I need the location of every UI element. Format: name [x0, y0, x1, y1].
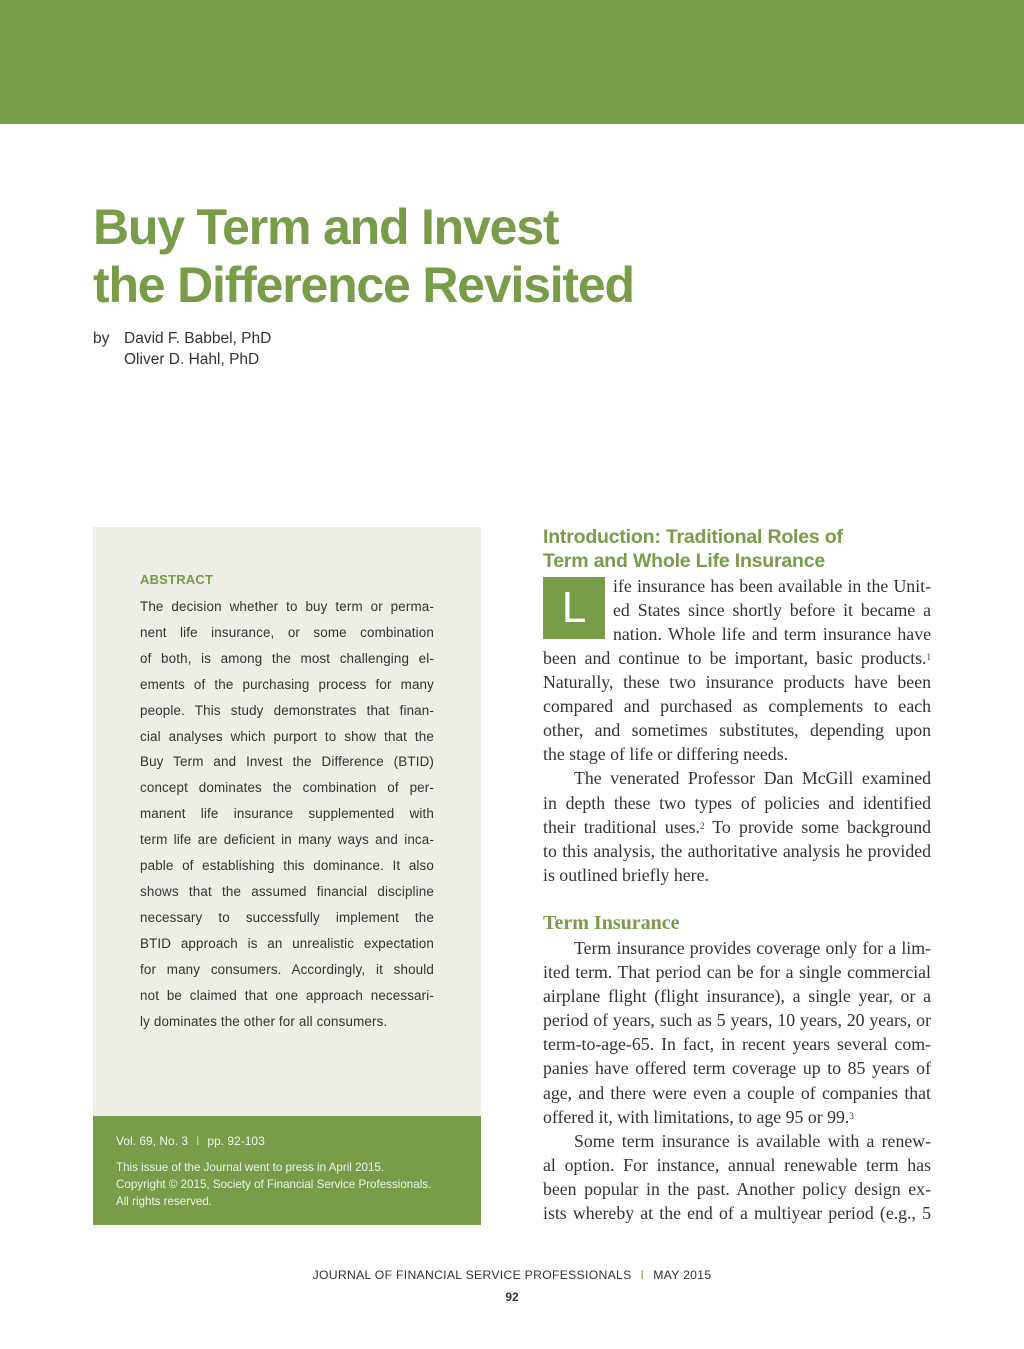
volume-separator: I [196, 1134, 200, 1148]
text-line: age, and there were even a couple of companies that [543, 1082, 931, 1103]
copyright-line: Copyright © 2015, Society of Financial Service Professionals. [116, 1178, 432, 1191]
text-line: nation. Whole life and term insurance have [613, 624, 931, 645]
abstract-line: people. This study demonstrates that finan- [140, 702, 434, 718]
title-line: Buy Term and Invest [93, 199, 559, 255]
right-column [543, 525, 931, 1224]
volume-number: Vol. 69, No. 3 [116, 1134, 189, 1148]
abstract-line: not be claimed that one approach necessari- [140, 987, 434, 1003]
text-line: ed States since shortly before it became a [613, 600, 931, 621]
title-line: the Difference Revisited [93, 257, 634, 313]
page-footer [0, 1268, 1024, 1282]
by-label: by [93, 330, 110, 347]
text-line: panies have offered term coverage up to 85 years of [543, 1058, 931, 1079]
text-line: offered it, with limitations, to age 95 or 99.$^3$ [543, 1106, 854, 1127]
abstract-line: nent life insurance, or some combination [140, 624, 434, 640]
heading-line: Term and Whole Life Insurance [543, 550, 826, 572]
term-insurance-heading: Term Insurance [543, 912, 680, 934]
issue-date: MAY 2015 [653, 1268, 712, 1282]
abstract-line: term life are deficient in many ways and inca- [140, 832, 434, 848]
page-number: 92 [505, 1290, 519, 1304]
author-list [124, 328, 271, 370]
abstract-line: manent life insurance supplemented with [140, 806, 434, 822]
text-line: been and continue to be important, basic products.$^1$ [543, 648, 931, 668]
text-line: airplane flight (flight insurance), a single year, or a [543, 986, 931, 1007]
author-name: Oliver D. Hahl, PhD [124, 351, 260, 368]
footer-separator: I [640, 1268, 645, 1282]
intro-paragraph-start [613, 574, 931, 646]
text-line: Term insurance provides coverage only for a lim- [574, 938, 931, 958]
footnote-ref: 1 [926, 652, 931, 662]
header-band [0, 0, 1024, 124]
text-line: other, and sometimes substitutes, depending upon [543, 720, 931, 741]
text-line: in depth these two types of policies and identified [543, 792, 931, 813]
text-line: Some term insurance is available with a renew- [574, 1130, 931, 1151]
abstract-text [140, 594, 434, 1034]
abstract-line: Buy Term and Invest the Difference (BTID) [140, 754, 434, 770]
abstract-line: of both, is among the most challenging el- [140, 650, 434, 666]
abstract-line: for many consumers. Accordingly, it should [140, 961, 434, 977]
article-title [93, 198, 733, 314]
publication-info-panel [93, 1116, 481, 1225]
abstract-line: BTID approach is an unrealistic expectation [140, 935, 434, 951]
footnote-ref: 3 [849, 1110, 854, 1121]
text-line: period of years, such as 5 years, 10 years, 20 years, or [543, 1010, 931, 1031]
drop-cap: L [543, 577, 605, 639]
text-line: ists whereby at the end of a multiyear period (e.g., 5 [543, 1203, 931, 1224]
abstract-line: pable of establishing this dominance. It also [140, 858, 434, 874]
abstract-line: ly dominates the other for all consumers. [140, 1013, 388, 1029]
abstract-line: ements of the purchasing process for many [140, 676, 434, 692]
intro-paragraph-body [543, 646, 931, 887]
text-line: ife insurance has been available in the Unit- [613, 576, 931, 596]
text-line: term-to-age-65. In fact, in recent years several com- [543, 1034, 931, 1055]
text-line: ited term. That period can be for a single commercial [543, 962, 931, 983]
author-name: David F. Babbel, PhD [124, 330, 272, 347]
abstract-line: The decision whether to buy term or perma- [140, 599, 434, 614]
text-line: the stage of life or differing needs. [543, 744, 789, 765]
text-line: is outlined briefly here. [543, 864, 709, 885]
heading-line: Introduction: Traditional Roles of [543, 526, 843, 548]
page-range: pp. 92-103 [207, 1134, 265, 1148]
footnote-ref: 2 [700, 820, 705, 831]
abstract-line: shows that the assumed financial discipline [140, 883, 434, 899]
abstract-heading: ABSTRACT [140, 572, 214, 587]
introduction-heading [543, 525, 931, 573]
press-note [116, 1159, 471, 1210]
abstract-panel [93, 527, 481, 1116]
text-line: their traditional uses.$^2$ To provide some background [543, 816, 931, 837]
text-line: Naturally, these two insurance products have been [543, 672, 931, 693]
text-line: compared and purchased as complements to each [543, 696, 931, 717]
volume-line [116, 1134, 265, 1148]
text-line: to this analysis, the authoritative analysis he provided [543, 840, 931, 861]
abstract-line: concept dominates the combination of per- [140, 780, 434, 796]
abstract-line: necessary to successfully implement the [140, 909, 434, 925]
journal-name: JOURNAL OF FINANCIAL SERVICE PROFESSIONALS [312, 1268, 632, 1282]
text-line: The venerated Professor Dan McGill examined [574, 768, 931, 789]
text-line: been popular in the past. Another policy design ex- [543, 1178, 931, 1199]
text-line: al option. For instance, annual renewable term has [543, 1154, 931, 1175]
press-line: This issue of the Journal went to press in April 2015. [116, 1161, 385, 1174]
abstract-line: cial analyses which purport to show that the [140, 728, 434, 744]
term-insurance-body [543, 936, 931, 1225]
rights-line: All rights reserved. [116, 1195, 213, 1208]
